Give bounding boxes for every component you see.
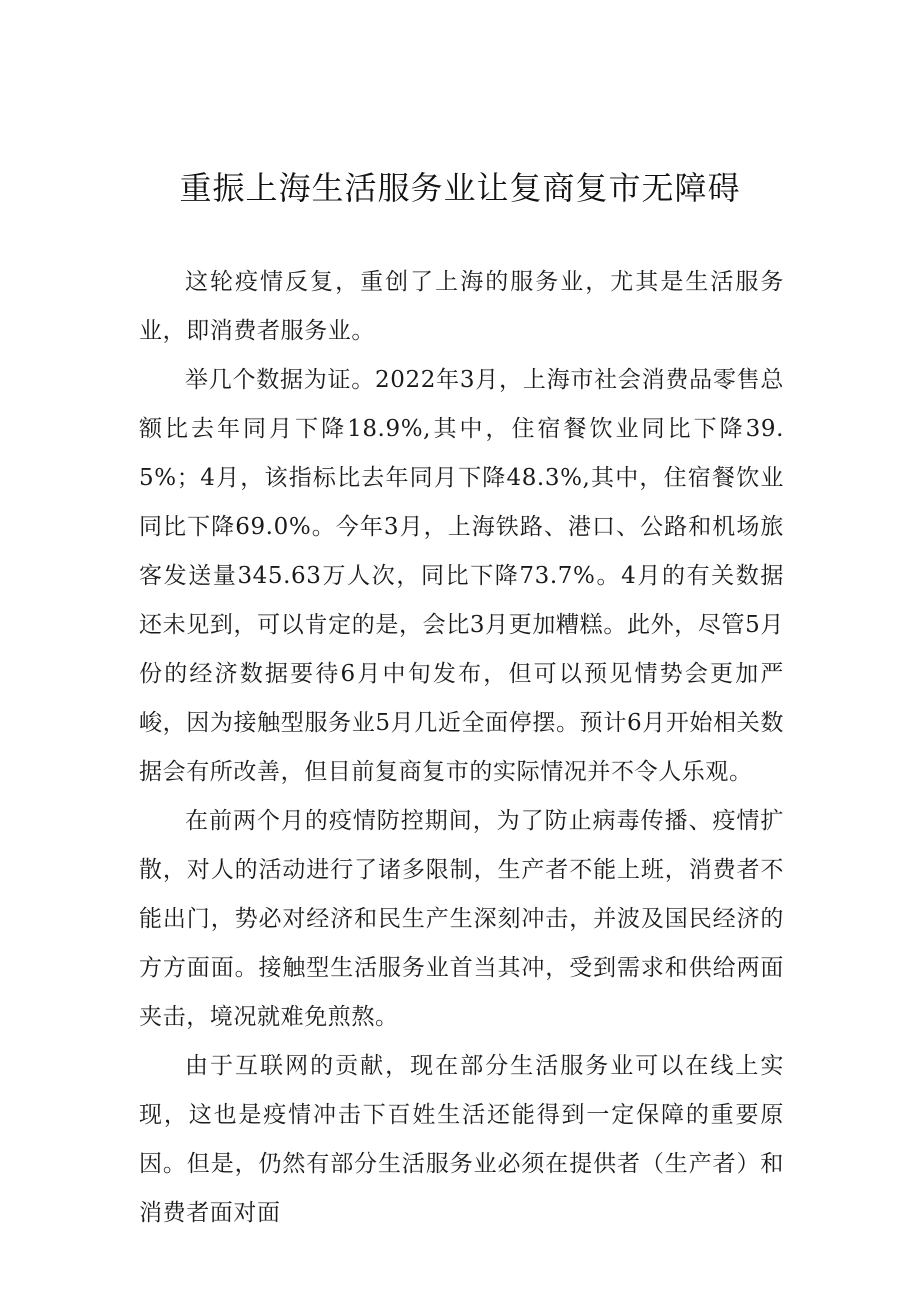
- document-title: 重振上海生活服务业让复商复市无障碍: [179, 169, 741, 207]
- document-body: [139, 258, 784, 1238]
- paragraph-4: 由于互联网的贡献，现在部分生活服务业可以在线上实现，这也是疫情冲击下百姓生活还能得到一定保障的重要原因。但是，仍然有部分生活服务业必须在提供者（生产者）和消费者面对面: [139, 1053, 784, 1226]
- paragraph-3: 在前两个月的疫情防控期间，为了防止病毒传播、疫情扩散，对人的活动进行了诸多限制，生产者不能上班，消费者不能出门，势必对经济和民生产生深刻冲击，并波及国民经济的方方面面。接触型生活服务业首当其冲，受到需求和供给两面夹击，境况就难免煎熬。: [139, 808, 784, 1030]
- paragraph-2: 举几个数据为证。2022年3月，上海市社会消费品零售总额比去年同月下降18.9%,其中，住宿餐饮业同比下降39.5%；4月，该指标比去年同月下降48.3%,其中，住宿餐饮业同比下降69.0%。今年3月，上海铁路、港口、公路和机场旅客发送量345.63万人次，同比下降73.7%。4月的有关数据还未见到，可以肯定的是，会比3月更加糟糕。此外，尽管5月份的经济数据要待6月中旬发布，但可以预见情势会更加严峻，因为接触型服务业5月几近全面停摆。预计6月开始相关数据会有所改善，但目前复商复市的实际情况并不令人乐观。: [139, 367, 784, 785]
- paragraph-1: 这轮疫情反复，重创了上海的服务业，尤其是生活服务业，即消费者服务业。: [139, 269, 784, 344]
